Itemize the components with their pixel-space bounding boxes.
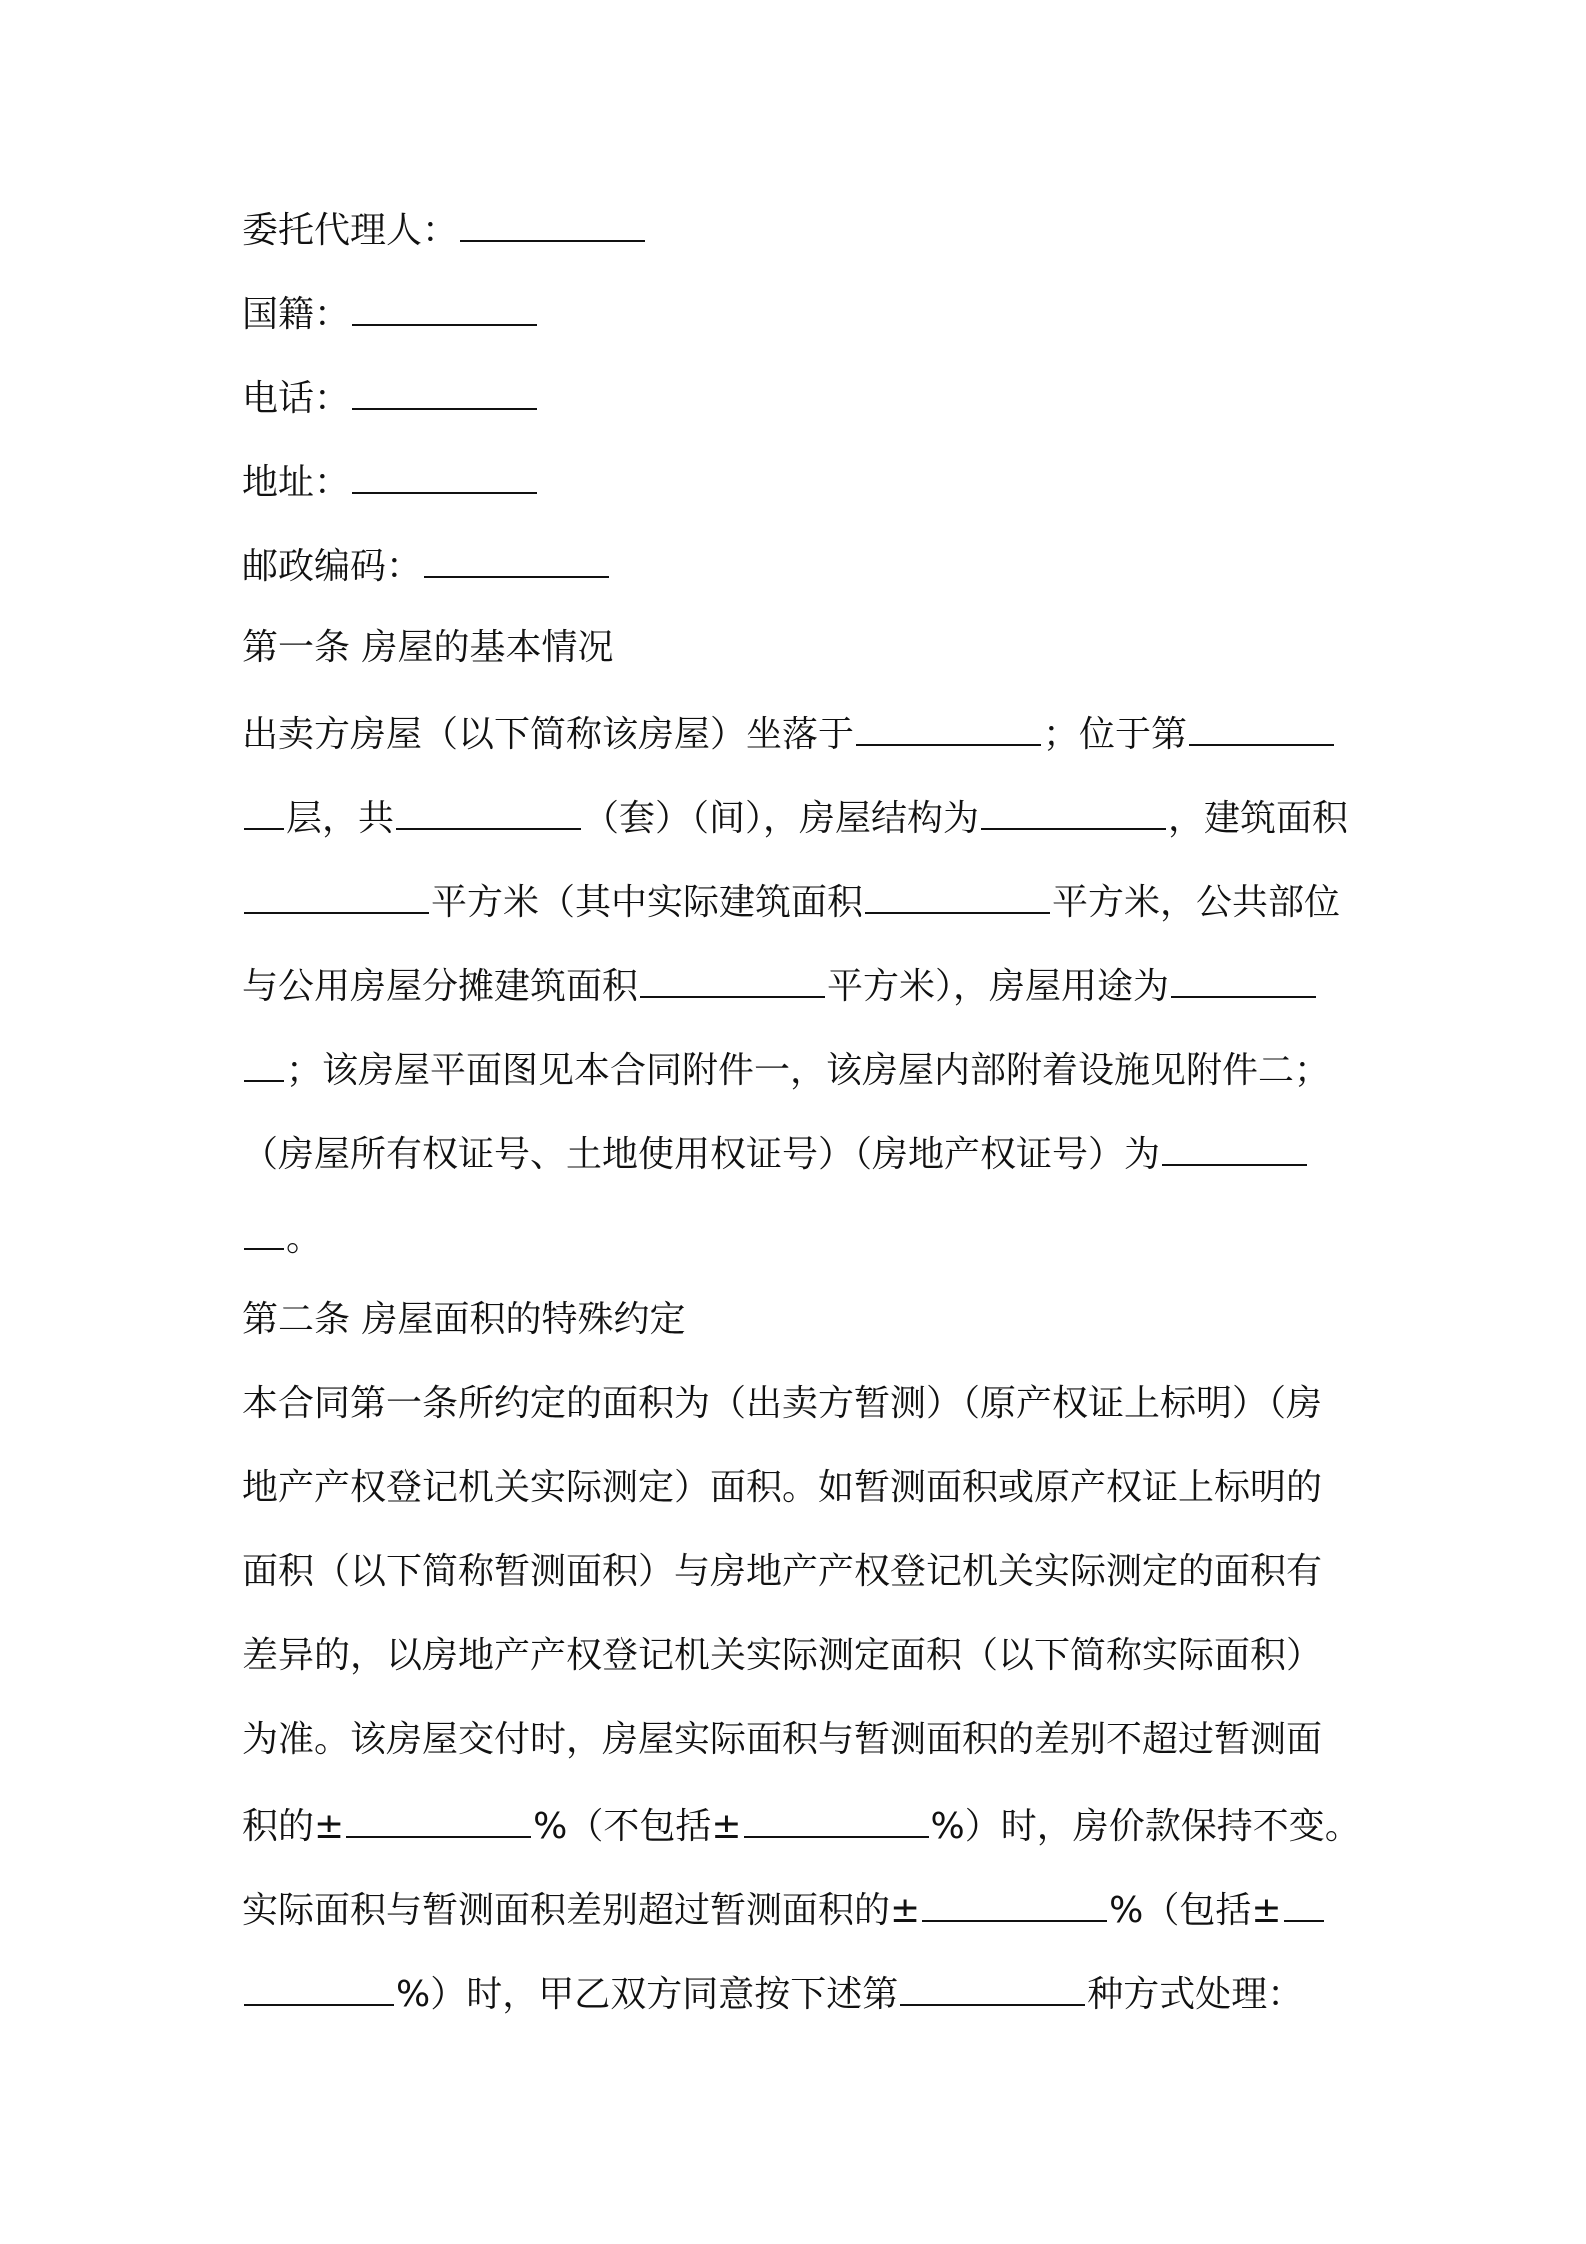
exceed-incl-label: %（包括±: [1109, 1890, 1282, 1931]
usage-label: 平方米），房屋用途为: [827, 966, 1170, 1007]
article2-line1: 本合同第一条所约定的面积为（出卖方暂测）（原产权证上标明）（房: [242, 1383, 1323, 1424]
actual-area-label: 平方米（其中实际建筑面积: [431, 882, 864, 923]
location-label: 出卖方房屋（以下简称该房屋）坐落于: [242, 714, 855, 755]
tolerance-excl-blank[interactable]: [744, 1800, 929, 1838]
tolerance-excl-label: %（不包括±: [533, 1806, 742, 1847]
attachments-text: ；该房屋平面图见本合同附件一，该房屋内部附着设施见附件二；: [286, 1050, 1331, 1091]
postcode-line: [242, 540, 1354, 591]
usage-blank-b[interactable]: [244, 1044, 284, 1082]
agent-blank[interactable]: [460, 204, 645, 242]
article1-line4: [242, 960, 1354, 1011]
public-area-label: 平方米，公共部位: [1052, 882, 1341, 923]
floor-label: ；位于第: [1043, 714, 1188, 755]
location-blank[interactable]: [856, 708, 1041, 746]
method-label: %）时，甲乙双方同意按下述第: [396, 1974, 899, 2015]
article1-line2: [242, 792, 1354, 843]
certificate-label: （房屋所有权证号、土地使用权证号）（房地产权证号）为: [242, 1134, 1161, 1175]
phone-blank[interactable]: [352, 372, 537, 410]
article2-line8: [242, 1968, 1354, 2019]
agent-label: 委托代理人：: [242, 210, 459, 251]
article1-line5: [242, 1044, 1354, 1095]
article2-line4: 差异的，以房地产产权登记机关实际测定面积（以下简称实际面积）: [242, 1635, 1323, 1676]
phone-label: 电话：: [242, 378, 351, 419]
certificate-blank-b[interactable]: [244, 1212, 284, 1250]
method-end: 种方式处理：: [1087, 1974, 1304, 2015]
postcode-blank[interactable]: [424, 540, 609, 578]
shared-area-label: 与公用房屋分摊建筑面积: [242, 966, 639, 1007]
exceed-label: 实际面积与暂测面积差别超过暂测面积的±: [242, 1890, 921, 1931]
floor-blank-b[interactable]: [244, 792, 284, 830]
exceed-blank[interactable]: [922, 1884, 1107, 1922]
article1-line6: [242, 1128, 1354, 1179]
exceed-incl-blank-a[interactable]: [1284, 1884, 1324, 1922]
area-blank[interactable]: [244, 876, 429, 914]
nationality-line: [242, 288, 1354, 339]
floor-blank-a[interactable]: [1189, 708, 1334, 746]
article1-line1: [242, 708, 1354, 759]
agent-line: [242, 204, 1354, 255]
address-label: 地址：: [242, 462, 351, 503]
tolerance-label: 积的±: [242, 1806, 345, 1847]
article1-line7: [242, 1212, 1354, 1263]
article2-title: 第二条 房屋面积的特殊约定: [242, 1299, 686, 1340]
tolerance-blank[interactable]: [346, 1800, 531, 1838]
article2-line7: [242, 1884, 1354, 1935]
article2-line2: 地产产权登记机关实际测定）面积。如暂测面积或原产权证上标明的: [242, 1467, 1323, 1508]
area-label: ，建筑面积: [1168, 798, 1349, 839]
article1-end: 。: [286, 1218, 323, 1259]
article1-title: 第一条 房屋的基本情况: [242, 627, 614, 668]
address-blank[interactable]: [352, 456, 537, 494]
article1-line3: [242, 876, 1354, 927]
units-blank[interactable]: [396, 792, 581, 830]
phone-line: [242, 372, 1354, 423]
article2-line6: [242, 1800, 1361, 1851]
article2-line3: 面积（以下简称暂测面积）与房地产产权登记机关实际测定的面积有: [242, 1551, 1323, 1592]
price-unchanged-text: %）时，房价款保持不变。: [930, 1806, 1361, 1847]
postcode-label: 邮政编码：: [242, 546, 423, 587]
certificate-blank-a[interactable]: [1162, 1128, 1307, 1166]
structure-blank[interactable]: [981, 792, 1166, 830]
units-label: 层，共: [286, 798, 395, 839]
address-line: [242, 456, 1354, 507]
structure-label: （套）（间），房屋结构为: [583, 798, 980, 839]
method-blank[interactable]: [900, 1968, 1085, 2006]
actual-area-blank[interactable]: [865, 876, 1050, 914]
article2-line5: 为准。该房屋交付时，房屋实际面积与暂测面积的差别不超过暂测面: [242, 1719, 1323, 1760]
exceed-incl-blank-b[interactable]: [244, 1968, 394, 2006]
shared-area-blank[interactable]: [640, 960, 825, 998]
nationality-label: 国籍：: [242, 294, 351, 335]
usage-blank-a[interactable]: [1171, 960, 1316, 998]
nationality-blank[interactable]: [352, 288, 537, 326]
